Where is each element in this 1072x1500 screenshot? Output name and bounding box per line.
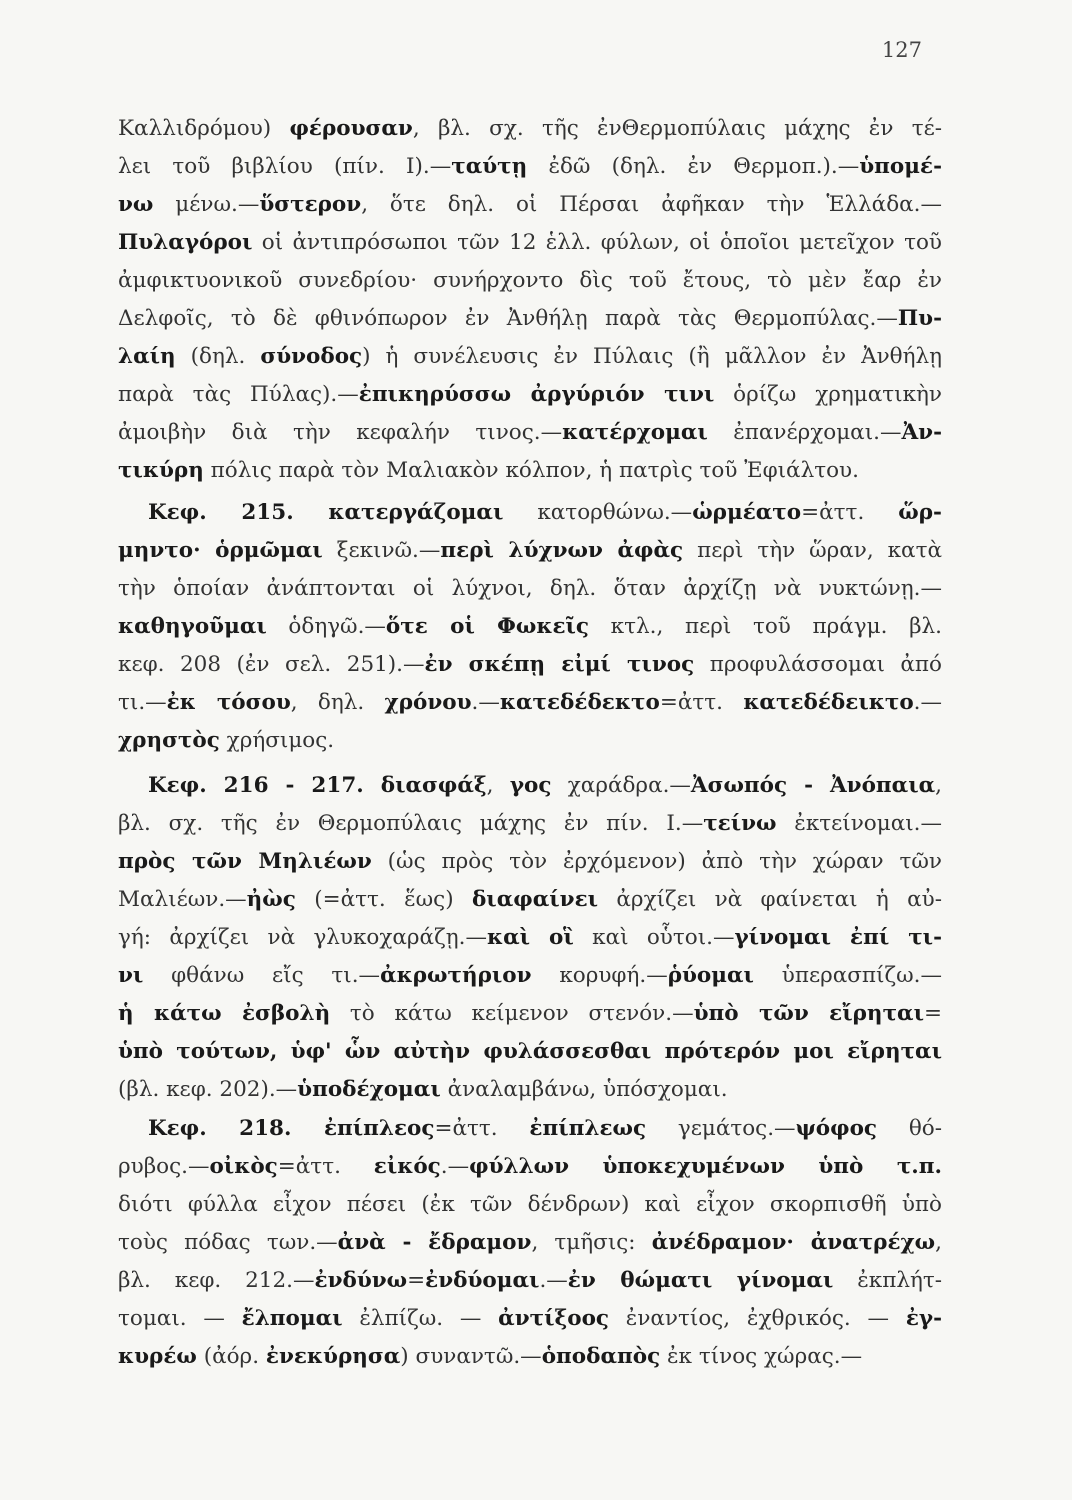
bold-term: οἰκὸς: [209, 1154, 278, 1179]
bold-term: σύνοδος: [260, 344, 363, 369]
bold-term: ὅτε οἱ Φωκεῖς: [385, 614, 590, 639]
bold-term: ἐν σκέπῃ εἰμί τινος: [424, 652, 695, 677]
text-line: [118, 186, 942, 224]
text-run: ) ἡ συνέλευσις ἐν Πύλαις (ἢ μᾶλλον ἐν Ἀνθήλῃ: [362, 344, 942, 369]
bold-term: ταύτῃ: [451, 154, 528, 179]
text-run: =ἀττ.: [659, 690, 744, 715]
bold-term: ῥύομαι: [667, 963, 754, 988]
text-run: γεμάτος.—: [646, 1116, 796, 1141]
bold-term: πρὸς τῶν Μηλιέων: [118, 849, 372, 874]
bold-term: ἐνδύνω: [314, 1268, 408, 1293]
text-run: (=ἀττ. ἕως): [295, 887, 472, 912]
text-line: [118, 1110, 942, 1148]
bold-term: ἐγ-: [905, 1306, 942, 1331]
bold-term: ὥρ-: [898, 500, 942, 525]
bold-term: Πυλαγόροι: [118, 230, 253, 255]
text-run: παρὰ τὰς Πύλας).—: [118, 382, 359, 407]
text-line: [118, 110, 942, 148]
text-line: [118, 1071, 942, 1109]
text-run: λει τοῦ βιβλίου (πίν. Ι).—: [118, 154, 452, 179]
bold-term: ὕστερον: [259, 192, 362, 217]
text-line: [118, 1033, 942, 1071]
bold-term: ἐπικηρύσσω ἀργύριόν τινι: [358, 382, 715, 407]
text-run: θό-: [877, 1116, 942, 1141]
text-run: κτλ., περὶ τοῦ πράγμ. βλ.: [589, 614, 942, 639]
text-run: ,: [935, 773, 942, 798]
text-line: [118, 148, 942, 186]
bold-term: χρηστὸς: [118, 728, 220, 753]
bold-term: καθηγοῦμαι: [118, 614, 267, 639]
text-run: (βλ. κεφ. 202).—: [118, 1077, 298, 1102]
bold-term: γίνομαι ἐπί τι-: [734, 925, 942, 950]
paragraph-chapter-218: [118, 1110, 942, 1376]
paragraph-chapter-216-217: [118, 767, 942, 1109]
bold-term: καὶ οἳ: [486, 925, 574, 950]
text-line: [118, 494, 942, 532]
text-line: [118, 608, 942, 646]
text-run: ) συναντῶ.—: [400, 1344, 542, 1369]
bold-term: κατέρχομαι: [562, 420, 708, 445]
bold-term: ἀντίξοος: [498, 1306, 610, 1331]
bold-term: φύλλων ὑποκεχυμένων ὑπὸ τ.π.: [469, 1154, 942, 1179]
text-line: [118, 957, 942, 995]
bold-term: τείνω: [703, 811, 777, 836]
text-run: ὑπερασπίζω.—: [753, 963, 942, 988]
bold-term: κατεδέδεκτο: [499, 690, 660, 715]
bold-term: ὑπὸ τῶν εἴρηται: [693, 1001, 924, 1026]
text-line: [118, 532, 942, 570]
bold-term: ὁποδαπὸς: [541, 1344, 661, 1369]
text-line: [118, 414, 942, 452]
text-run: ἀμφικτυονικοῦ συνεδρίου· συνήρχοντο δὶς τοῦ ἔτους, τὸ μὲν ἔαρ ἐν: [118, 268, 942, 293]
bold-term: χρόνου: [384, 690, 472, 715]
text-run: ρυβος.—: [118, 1154, 210, 1179]
text-run: ὁρίζω χρηματικὴν: [714, 382, 942, 407]
text-line: [118, 452, 942, 490]
text-run: =ἀττ.: [801, 500, 899, 525]
text-run: ἀρχίζει νὰ φαίνεται ἡ αὐ-: [598, 887, 942, 912]
text-line: [118, 224, 942, 262]
text-line: [118, 995, 942, 1033]
bold-term: περὶ λύχνων ἀφὰς: [440, 538, 684, 563]
bold-term: Ἀσωπός - Ἀνόπαια: [690, 773, 936, 798]
text-run: Μαλιέων.—: [118, 887, 247, 912]
bold-term: ἠὼς: [246, 887, 296, 912]
text-run: ἐδῶ (δηλ. ἐν Θερμοπ.).—: [527, 154, 860, 179]
text-run: κορυφή.—: [531, 963, 668, 988]
text-line: [118, 919, 942, 957]
text-line: [118, 684, 942, 722]
bold-term: φέρουσαν: [289, 116, 413, 141]
text-run: βλ. κεφ. 212.—: [118, 1268, 315, 1293]
bold-term: ἔλπομαι: [241, 1306, 343, 1331]
text-line: [118, 1338, 942, 1376]
text-line: [118, 376, 942, 414]
text-run: χαράδρα.—: [551, 773, 691, 798]
bold-term: ἀκρωτήριον: [380, 963, 532, 988]
text-line: [118, 1148, 942, 1186]
bold-term: διαφαίνει: [471, 887, 599, 912]
text-run: , ὅτε δηλ. οἱ Πέρσαι ἀφῆκαν τὴν Ἑλλάδα.—: [361, 192, 942, 217]
bold-term: λαίη: [118, 344, 176, 369]
text-run: (ὡς πρὸς τὸν ἐρχόμενον) ἀπὸ τὴν χώραν τῶν: [371, 849, 942, 874]
text-run: τι.—: [118, 690, 167, 715]
bold-term: ψόφος: [795, 1116, 878, 1141]
text-run: καὶ οὗτοι.—: [573, 925, 735, 950]
text-run: .—: [913, 690, 942, 715]
bold-term: ἀνέδραμον· ἀνατρέχω: [651, 1230, 936, 1255]
text-run: =ἀττ.: [277, 1154, 374, 1179]
text-run: =: [407, 1268, 426, 1293]
text-run: .—: [471, 690, 500, 715]
bold-term: Ἀν-: [901, 420, 942, 445]
bold-term: ὑπὸ τούτων, ὑφ' ὧν αὐτὴν φυλάσσεσθαι πρότερόν μοι εἴρηται: [118, 1039, 942, 1064]
bold-term: ἐν θώματι γίνομαι: [567, 1268, 834, 1293]
text-run: (ἀόρ.: [196, 1344, 266, 1369]
text-run: ἀμοιβὴν διὰ τὴν κεφαλήν τινος.—: [118, 420, 563, 445]
bold-term: ὑποδέχομαι: [297, 1077, 441, 1102]
text-run: ἐκτείνομαι.—: [776, 811, 942, 836]
bold-term: Κεφ. 216 - 217. διασφάξ: [148, 773, 487, 798]
text-run: ἐπανέρχομαι.—: [707, 420, 902, 445]
text-run: προφυλάσσομαι ἀπό: [694, 652, 942, 677]
text-line: [118, 570, 942, 608]
text-run: .—: [539, 1268, 568, 1293]
bold-term: Κεφ. 218. ἐπίπλεος: [148, 1116, 435, 1141]
text-run: ἐλπίζω. —: [342, 1306, 499, 1331]
text-run: πόλις παρὰ τὸν Μαλιακὸν κόλπον, ἡ πατρὶς τοῦ Ἐφιάλτου.: [203, 458, 859, 483]
text-run: μένω.—: [153, 192, 260, 217]
text-run: Δελφοῖς, τὸ δὲ φθινόπωρον ἐν Ἀνθήλῃ παρὰ τὰς Θερμοπύλας.—: [118, 306, 898, 331]
text-run: τομαι. —: [118, 1306, 242, 1331]
text-line: [118, 1300, 942, 1338]
text-run: ἀναλαμβάνω, ὑπόσχομαι.: [440, 1077, 728, 1102]
text-run: φθάνω εἴς τι.—: [143, 963, 381, 988]
text-run: ,: [935, 1230, 942, 1255]
bold-term: κατεδέδεικτο: [743, 690, 914, 715]
text-run: ἐκ τίνος χώρας.—: [660, 1344, 863, 1369]
text-run: βλ. σχ. τῆς ἐν Θερμοπύλαις μάχης ἐν πίν. Ι.—: [118, 811, 704, 836]
paragraph-notes-continuation: [118, 110, 942, 490]
text-line: [118, 843, 942, 881]
text-run: ὁδηγῶ.—: [266, 614, 386, 639]
bold-term: ἐκ τόσου: [166, 690, 291, 715]
text-run: ξεκινῶ.—: [322, 538, 441, 563]
text-line: [118, 338, 942, 376]
text-line: [118, 1262, 942, 1300]
text-run: τοὺς πόδας των.—: [118, 1230, 338, 1255]
text-run: , δηλ.: [290, 690, 385, 715]
bold-term: τικύρη: [118, 458, 204, 483]
text-run: ἐναντίος, ἐχθρικός. —: [609, 1306, 906, 1331]
text-run: Καλλιδρόμου): [118, 116, 290, 141]
bold-term: κυρέω: [118, 1344, 197, 1369]
text-run: τὸ κάτω κείμενον στενόν.—: [330, 1001, 694, 1026]
text-run: γή: ἀρχίζει νὰ γλυκοχαράζῃ.—: [118, 925, 487, 950]
paragraph-chapter-215: [118, 494, 942, 760]
bold-term: ὑπομέ-: [859, 154, 942, 179]
text-line: [118, 881, 942, 919]
bold-term: γος: [509, 773, 552, 798]
text-run: =ἀττ.: [434, 1116, 530, 1141]
bold-term: ἐνεκύρησα: [265, 1344, 401, 1369]
text-run: κατορθώνω.—: [503, 500, 693, 525]
text-line: [118, 805, 942, 843]
text-run: διότι φύλλα εἶχον πέσει (ἐκ τῶν δένδρων) καὶ εἶχον σκορπισθῆ ὑπὸ: [118, 1192, 942, 1217]
text-run: ἐκπλήτ-: [833, 1268, 942, 1293]
bold-term: ἐνδύομαι: [425, 1268, 540, 1293]
text-line: [118, 646, 942, 684]
bold-term: Κεφ. 215. κατεργάζομαι: [148, 500, 504, 525]
text-run: ,: [486, 773, 510, 798]
bold-term: νι: [118, 963, 144, 988]
text-run: χρήσιμος.: [219, 728, 335, 753]
text-line: [118, 1186, 942, 1224]
text-run: (δηλ.: [175, 344, 261, 369]
bold-term: ἡ κάτω ἐσβολὴ: [118, 1001, 331, 1026]
text-line: [118, 262, 942, 300]
bold-term: Πυ-: [897, 306, 942, 331]
bold-term: εἰκός: [373, 1154, 441, 1179]
text-line: [118, 722, 942, 760]
text-run: , τμῆσις:: [531, 1230, 652, 1255]
text-line: [118, 1224, 942, 1262]
text-run: =: [923, 1001, 942, 1026]
bold-term: ὡρμέατο: [692, 500, 802, 525]
text-run: περὶ τὴν ὥραν, κατὰ: [683, 538, 942, 563]
page-number: 127: [881, 38, 922, 62]
text-line: [118, 767, 942, 805]
text-run: οἱ ἀντιπρόσωποι τῶν 12 ἑλλ. φύλων, οἱ ὁποῖοι μετεῖχον τοῦ: [252, 230, 942, 255]
bold-term: ἐπίπλεως: [529, 1116, 647, 1141]
text-run: , βλ. σχ. τῆς ἐνΘερμοπύλαις μάχης ἐν τέ-: [412, 116, 942, 141]
bold-term: ἀνὰ - ἔδραμον: [337, 1230, 532, 1255]
text-run: κεφ. 208 (ἐν σελ. 251).—: [118, 652, 425, 677]
bold-term: νω: [118, 192, 154, 217]
text-run: τὴν ὁποίαν ἀνάπτονται οἱ λύχνοι, δηλ. ὅταν ἀρχίζῃ νὰ νυκτώνῃ.—: [118, 576, 942, 601]
text-run: .—: [440, 1154, 470, 1179]
text-line: [118, 300, 942, 338]
bold-term: μηντο· ὁρμῶμαι: [118, 538, 323, 563]
